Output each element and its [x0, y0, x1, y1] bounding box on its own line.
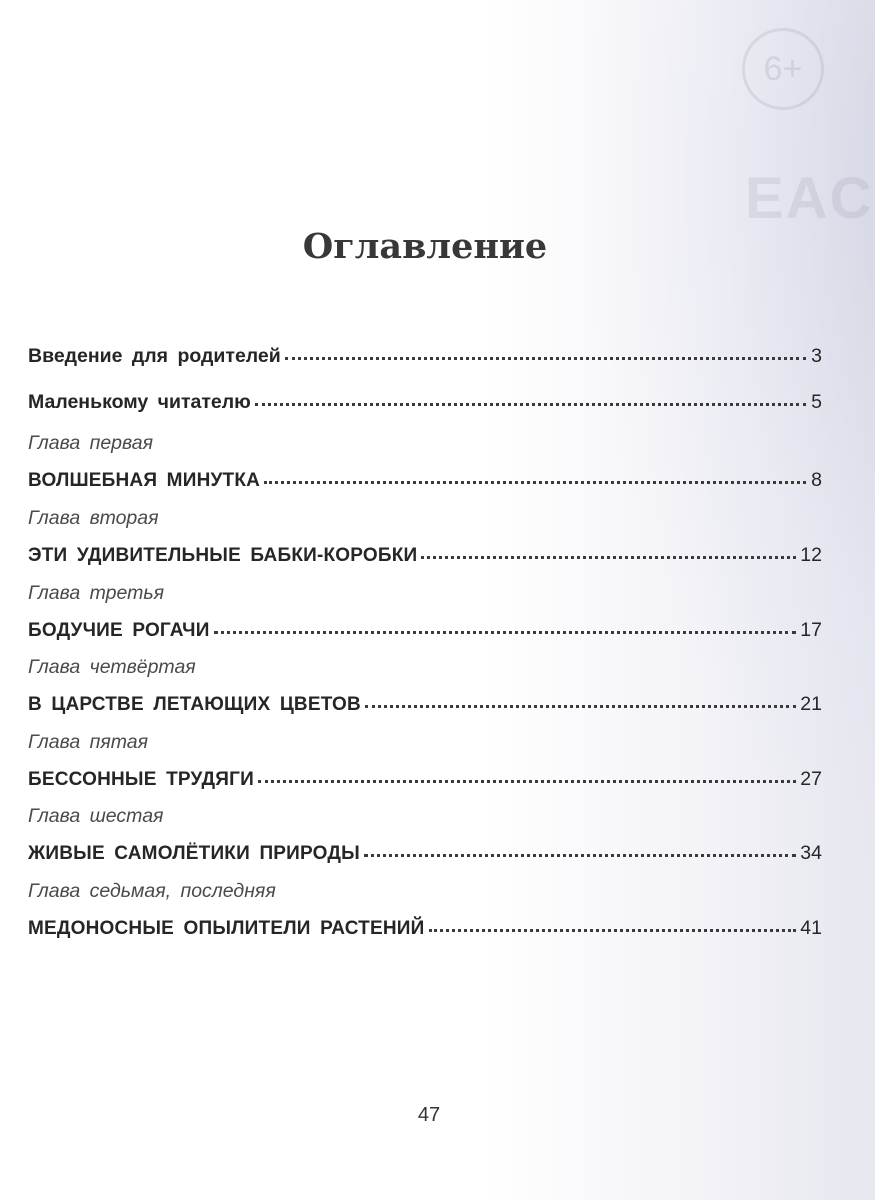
- toc-entry-title: ЭТИ УДИВИТЕЛЬНЫЕ БАБКИ-КОРОБКИ: [28, 545, 418, 566]
- dot-leader: [421, 556, 796, 559]
- toc-entry: [28, 910, 822, 946]
- dot-leader: [285, 357, 806, 360]
- chapter-label: Глава третья: [28, 582, 165, 604]
- toc-entry: [28, 686, 822, 722]
- chapter-label: Глава первая: [28, 432, 154, 454]
- eac-mark-ghost-icon: EAC: [745, 166, 874, 231]
- toc-item-chapter-5: [28, 729, 822, 797]
- toc-entry-page: 5: [811, 391, 822, 413]
- toc-entry: [28, 537, 822, 573]
- toc-entry-title: БОДУЧИЕ РОГАЧИ: [28, 620, 210, 641]
- toc-entry-title: В ЦАРСТВЕ ЛЕТАЮЩИХ ЦВЕТОВ: [28, 694, 361, 715]
- toc-entry-title: Введение для родителей: [28, 345, 281, 367]
- dot-leader: [214, 631, 797, 634]
- dot-leader: [258, 780, 796, 783]
- toc-item-chapter-3: [28, 580, 822, 648]
- toc-item-little-reader: [28, 384, 822, 420]
- chapter-label: Глава пятая: [28, 731, 149, 753]
- chapter-label: Глава шестая: [28, 805, 164, 827]
- toc-entry-page: 12: [800, 544, 822, 566]
- toc-item-intro-parents: [28, 338, 822, 374]
- dot-leader: [365, 705, 796, 708]
- toc-entry-page: 3: [811, 345, 822, 367]
- page-number: 47: [417, 1104, 441, 1126]
- toc-item-chapter-2: [28, 505, 822, 573]
- dot-leader: [255, 403, 806, 406]
- dot-leader: [364, 854, 796, 857]
- chapter-label: Глава вторая: [28, 507, 159, 529]
- toc-entry-title: ВОЛШЕБНАЯ МИНУТКА: [28, 470, 261, 491]
- toc-entry-page: 34: [800, 842, 822, 864]
- age-rating-ghost-icon: 6+: [742, 28, 824, 110]
- toc-entry: [28, 338, 822, 374]
- toc-entry-title: Маленькому читателю: [28, 391, 251, 413]
- toc-entry-page: 21: [800, 693, 822, 715]
- toc-item-chapter-4: [28, 654, 822, 722]
- toc-entry-page: 27: [800, 768, 822, 790]
- dot-leader: [429, 929, 797, 932]
- chapter-label: Глава седьмая, последняя: [28, 880, 276, 902]
- toc-entry-title: БЕССОННЫЕ ТРУДЯГИ: [28, 769, 254, 790]
- toc-item-chapter-6: [28, 803, 822, 871]
- dot-leader: [264, 481, 806, 484]
- toc-entry: [28, 384, 822, 420]
- chapter-label: Глава четвёртая: [28, 656, 196, 678]
- toc-item-chapter-7: [28, 878, 822, 946]
- toc-entry-page: 17: [800, 619, 822, 641]
- toc-entry: [28, 462, 822, 498]
- toc-item-chapter-1: [28, 430, 822, 498]
- page-title: Оглавление: [302, 226, 548, 267]
- toc-entry-page: 8: [811, 469, 822, 491]
- toc-entry-page: 41: [800, 917, 822, 939]
- toc-entry: [28, 761, 822, 797]
- toc-entry-title: ЖИВЫЕ САМОЛЁТИКИ ПРИРОДЫ: [28, 843, 360, 864]
- toc-entry-title: МЕДОНОСНЫЕ ОПЫЛИТЕЛИ РАСТЕНИЙ: [28, 918, 425, 939]
- toc-entry: [28, 835, 822, 871]
- toc-entry: [28, 612, 822, 648]
